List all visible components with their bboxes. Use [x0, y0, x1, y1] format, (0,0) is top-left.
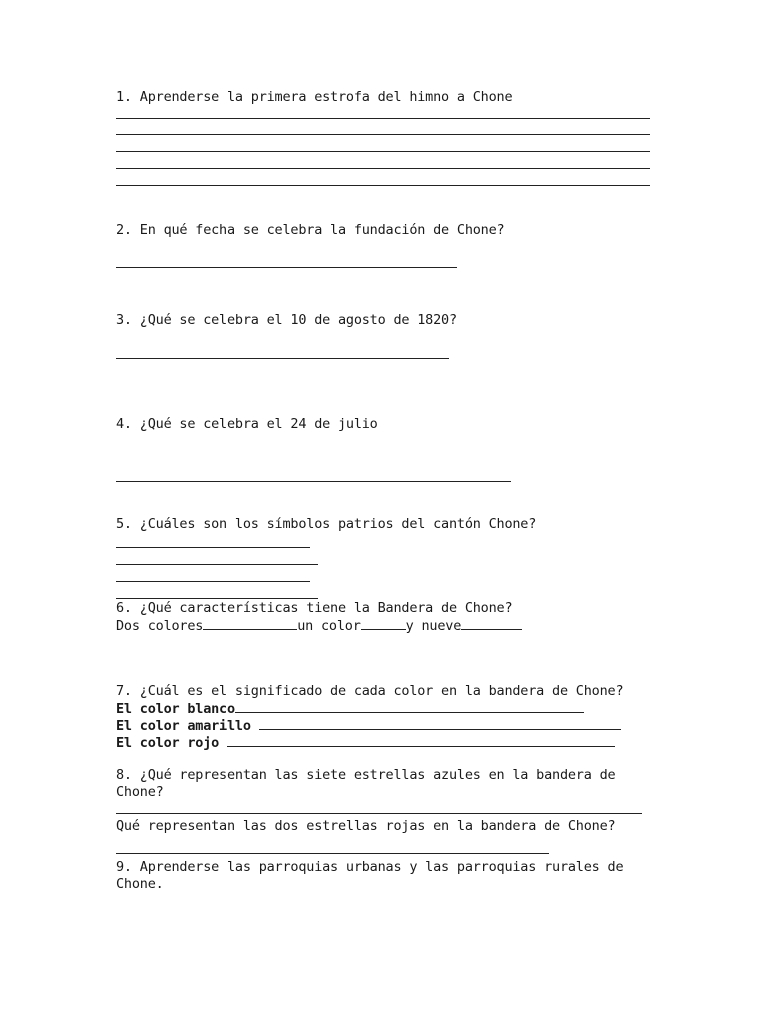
answer-line[interactable]	[116, 813, 642, 814]
label: El color rojo	[116, 735, 220, 751]
answer-line[interactable]	[116, 358, 449, 359]
question-2: 2. En qué fecha se celebra la fundación de Chone?	[116, 222, 505, 238]
question-3: 3. ¿Qué se celebra el 10 de agosto de 1820?	[116, 312, 457, 328]
answer-line[interactable]	[116, 118, 650, 119]
question-5: 5. ¿Cuáles son los símbolos patrios del cantón Chone?	[116, 516, 537, 532]
label: Dos colores	[116, 618, 204, 634]
answer-line[interactable]	[116, 598, 318, 599]
answer-blank[interactable]	[259, 717, 621, 730]
question-9-line1: 9. Aprenderse las parroquias urbanas y las parroquias rurales de	[116, 859, 624, 875]
color-amarillo-row	[116, 717, 621, 735]
question-1: 1. Aprenderse la primera estrofa del himno a Chone	[116, 89, 513, 105]
question-8-sub: Qué representan las dos estrellas rojas en la bandera de Chone?	[116, 818, 616, 834]
answer-blank[interactable]	[235, 700, 584, 713]
question-8-line2: Chone?	[116, 784, 164, 800]
answer-blank[interactable]	[203, 617, 297, 630]
question-6: 6. ¿Qué características tiene la Bandera de Chone?	[116, 600, 513, 616]
answer-blank[interactable]	[227, 734, 615, 747]
answer-line[interactable]	[116, 853, 549, 854]
question-7: 7. ¿Cuál es el significado de cada color en la bandera de Chone?	[116, 683, 624, 699]
answer-line[interactable]	[116, 168, 650, 169]
label: El color amarillo	[116, 718, 251, 734]
answer-blank[interactable]	[361, 617, 406, 630]
answer-line[interactable]	[116, 185, 650, 186]
answer-line[interactable]	[116, 547, 310, 548]
question-9-line2: Chone.	[116, 876, 164, 892]
label: un color	[297, 618, 361, 634]
answer-line[interactable]	[116, 564, 318, 565]
color-blanco-row	[116, 700, 584, 718]
label: y nueve	[405, 618, 462, 634]
answer-line[interactable]	[116, 151, 650, 152]
answer-line[interactable]	[116, 134, 650, 135]
question-4: 4. ¿Qué se celebra el 24 de julio	[116, 416, 378, 432]
answer-line[interactable]	[116, 481, 511, 482]
question-8-line1: 8. ¿Qué representan las siete estrellas azules en la bandera de	[116, 767, 616, 783]
answer-blank[interactable]	[461, 617, 522, 630]
answer-line[interactable]	[116, 581, 310, 582]
color-rojo-row	[116, 734, 615, 752]
label: El color blanco	[116, 701, 235, 717]
question-6-answer-row	[116, 617, 522, 635]
answer-line[interactable]	[116, 267, 457, 268]
